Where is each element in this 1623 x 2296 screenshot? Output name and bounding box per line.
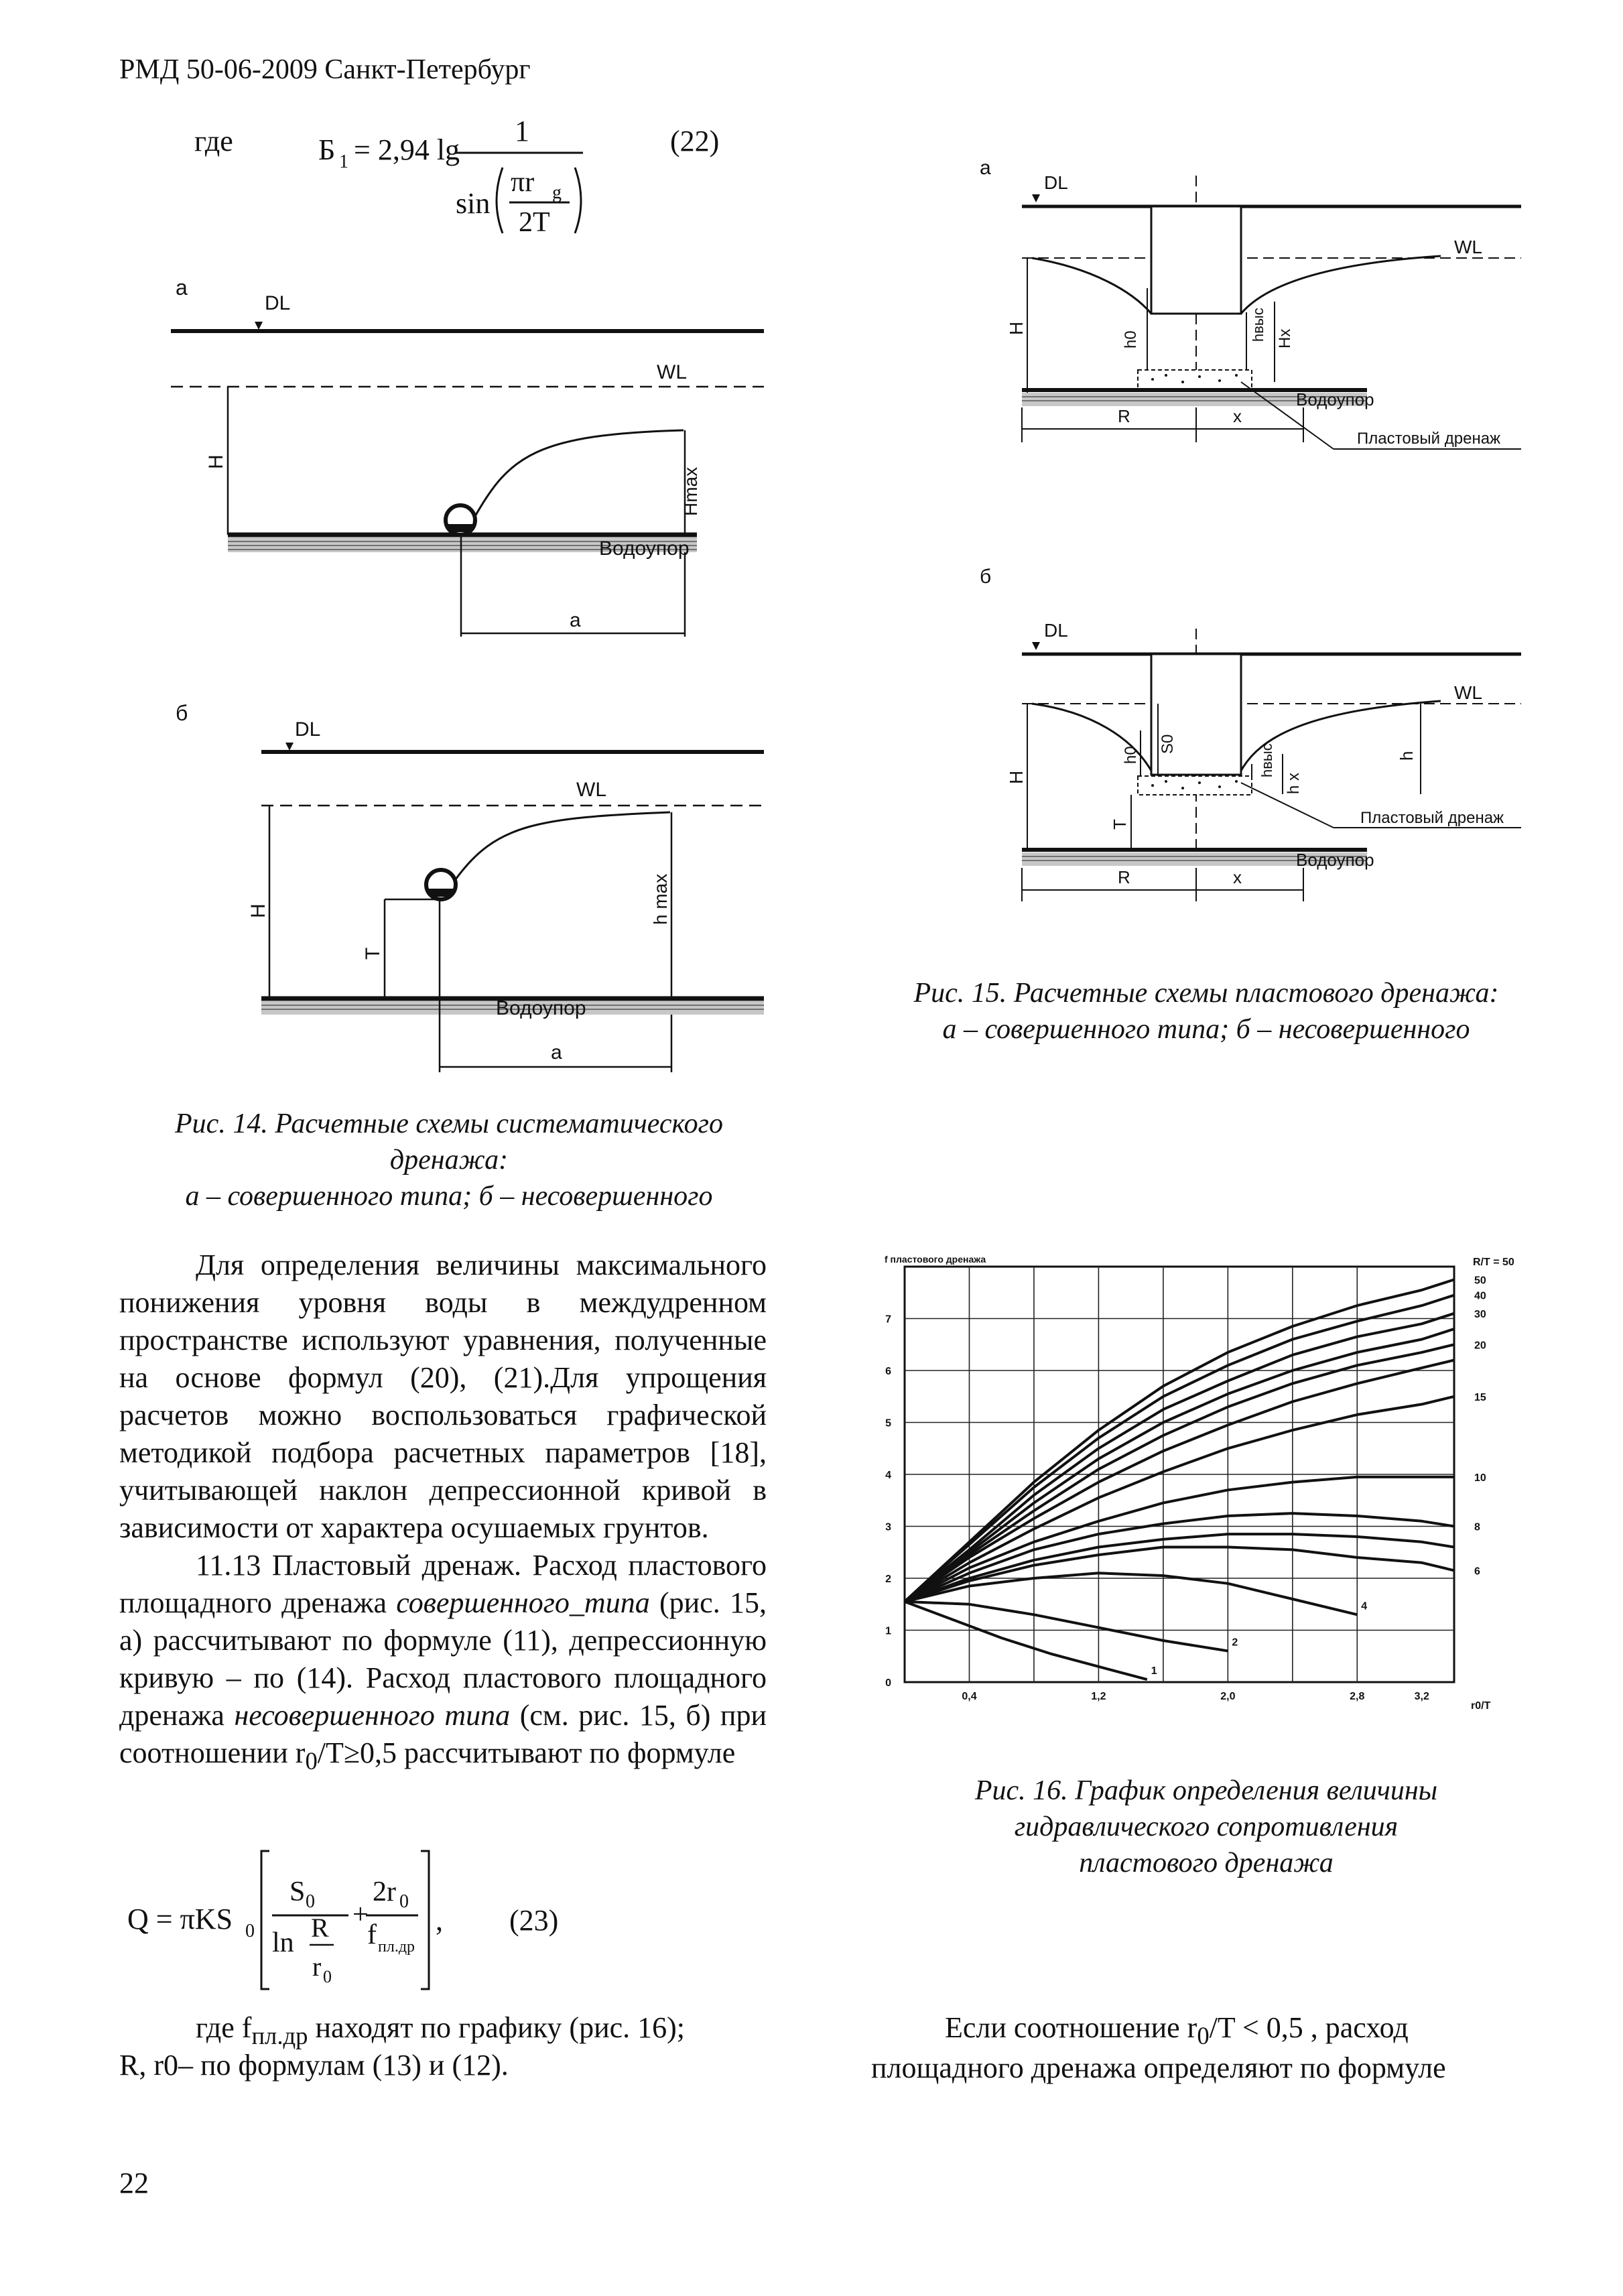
- chart-series-label: 4: [1361, 1600, 1368, 1612]
- page-number: 22: [119, 2167, 149, 2199]
- fig14b-dl-marker: [285, 743, 294, 751]
- right-sub: 0: [1197, 2021, 1210, 2049]
- f23-2r-sub: 0: [399, 1891, 409, 1912]
- fig15b-x-label: x: [1233, 867, 1242, 887]
- fig16-caption-line1: Рис. 16. График определения величины: [974, 1775, 1438, 1806]
- fig15a-dl-label: DL: [1044, 172, 1068, 193]
- fig15b-drain-label: Пластовый дренаж: [1360, 809, 1504, 827]
- p2-text-b: (рис. 15, а) рассчитывают по формуле (11), депрессионную кривую – по (14). Расход пластового площадного дренажа: [119, 1586, 767, 1732]
- fig15b-hvys-label: hвыс: [1258, 743, 1275, 777]
- chart-grid: [905, 1267, 1454, 1682]
- fig14-caption-line1: Рис. 14. Расчетные схемы систематического: [175, 1108, 723, 1139]
- fig15a-r-label: R: [1118, 406, 1130, 426]
- f23-r0: r: [312, 1952, 322, 1982]
- fig14-caption-line2: дренажа:: [389, 1145, 509, 1175]
- chart-ytick: 5: [885, 1417, 891, 1429]
- f23-comma: ,: [436, 1904, 443, 1937]
- fig14a-vodoupor-label: Водоупор: [599, 537, 690, 560]
- p2-italic-2: несовершенного типа: [234, 1699, 511, 1732]
- chart-ytick: 1: [885, 1625, 891, 1637]
- fig14b-t-label: T: [362, 947, 384, 960]
- fig14a-dl-label: DL: [265, 292, 291, 314]
- formula-num: 1: [515, 115, 529, 147]
- fig14-caption-line3: а – совершенного типа; б – несовершенного: [185, 1181, 713, 1212]
- f23-number: (23): [509, 1904, 559, 1937]
- formula-sin: sin: [456, 187, 491, 220]
- fig16-chart: [864, 1247, 1541, 1756]
- p2-text-a: 11.13 Пластовый дренаж. Расход пластового площадного дренажа: [119, 1549, 767, 1619]
- fig15a-hvys-label: hвыс: [1250, 308, 1267, 342]
- chart-title: f пластового дренажа: [885, 1254, 986, 1265]
- fig15b-panel-label: б: [980, 566, 992, 588]
- fig15a-h0-label: h0: [1122, 330, 1140, 348]
- fig15a-drain-layer: [1138, 370, 1252, 389]
- fig14a-dl-marker: [255, 322, 263, 330]
- chart-legend-header: R/T = 50: [1473, 1257, 1514, 1268]
- fig15b-h-label: H: [1006, 770, 1027, 784]
- page-header: РМД 50-06-2009 Санкт-Петербург: [119, 54, 531, 85]
- fig15a-hx-label: Hx: [1276, 328, 1294, 348]
- right-a: Если соотношение r: [945, 2011, 1197, 2044]
- f23-f-sub: пл.др: [378, 1938, 415, 1956]
- fig15a-drain-label: Пластовый дренаж: [1357, 430, 1501, 448]
- fig15-caption-line1: Рис. 15. Расчетные схемы пластового дренажа:: [913, 978, 1499, 1009]
- fig14b-panel-label: б: [176, 701, 188, 725]
- f23-plus: +: [352, 1899, 369, 1930]
- body-left-text: [119, 1247, 767, 1780]
- chart-xtick: 2,0: [1220, 1691, 1236, 1702]
- body-right-line2: площадного дренажа определяют по формуле: [871, 2051, 1446, 2084]
- fig14b-wl-label: WL: [576, 779, 606, 801]
- chart-xtick: 2,8: [1350, 1691, 1365, 1702]
- after23-sub: пл.др: [251, 2021, 308, 2049]
- f23-q: Q = πKS: [127, 1903, 233, 1935]
- fig14a-depression-curve: [474, 430, 684, 517]
- chart-xtick: 3,2: [1414, 1691, 1429, 1702]
- fig14a-h-label: H: [205, 454, 227, 469]
- paragraph-1: Для определения величины максимального понижения уровня воды в междудренном пространстве используют уравнения, полученные на основе формул (20), (21).Для упрощения расчетов можно воспользоваться графической методикой подбора расчетных параметров [18], учитывающей наклон депрессионной кривой в зависимости от характера осушаемых грунтов.: [119, 1249, 767, 1544]
- p2-text-d: /T≥0,5 рассчитывают по формуле: [317, 1736, 736, 1769]
- fig14-caption: [134, 1106, 764, 1214]
- chart-series-label: 30: [1474, 1308, 1486, 1320]
- formula-pi-r-sub: g: [552, 182, 562, 203]
- fig15-a-diagram: [965, 154, 1521, 476]
- fig14b-a-label: a: [551, 1041, 562, 1064]
- fig15b-hsmall-label: h: [1397, 751, 1417, 761]
- fig14a-wl-label: WL: [657, 361, 687, 383]
- chart-ytick: 4: [885, 1470, 891, 1481]
- formula-gde: где: [194, 125, 233, 157]
- chart-ytick: 0: [885, 1677, 891, 1689]
- formula-number-22: (22): [670, 125, 720, 157]
- fig15a-h-label: H: [1006, 321, 1027, 335]
- fig14a-hmax-label: Hmax: [680, 466, 701, 516]
- fig15b-h0-label: h0: [1122, 746, 1140, 764]
- after23-line2: R, r0– по формулам (13) и (12).: [119, 2049, 509, 2082]
- formula-22: [188, 114, 764, 288]
- fig14b-hmax-label: h max: [650, 873, 671, 925]
- fig15a-vodoupor-label: Водоупор: [1296, 389, 1374, 409]
- fig15b-vodoupor-label: Водоупор: [1296, 850, 1374, 870]
- f23-f: f: [367, 1919, 377, 1950]
- fig16-caption-line3: пластового дренажа: [1079, 1848, 1334, 1878]
- fig15b-hx-label: h x: [1285, 772, 1303, 794]
- chart-ticks: [885, 1314, 1429, 1703]
- f23-r0-sub: 0: [323, 1967, 332, 1986]
- chart-ytick: 6: [885, 1366, 891, 1377]
- fig15-caption-line2: а – совершенного типа; б – несовершенного: [942, 1014, 1470, 1045]
- formula-lhs: Б: [318, 133, 336, 166]
- fig16-caption-line2: гидравлического сопротивления: [1014, 1811, 1399, 1842]
- after23-a: где f: [196, 2011, 252, 2044]
- f23-s0: S: [289, 1876, 306, 1907]
- chart-ytick: 2: [885, 1574, 891, 1585]
- fig15b-drain-layer: [1138, 776, 1252, 795]
- after23-b: находят по графику (рис. 16);: [308, 2011, 686, 2044]
- fig16-caption: [851, 1773, 1561, 1881]
- fig15b-dl-label: DL: [1044, 620, 1068, 641]
- fig14-a-diagram: [161, 275, 777, 650]
- chart-series-label: 20: [1474, 1340, 1486, 1352]
- fig15a-x-label: x: [1233, 406, 1242, 426]
- fig15a-building: [1151, 206, 1241, 314]
- chart-series: [905, 1275, 1486, 1679]
- fig15a-wl-label: WL: [1454, 237, 1482, 257]
- f23-s0-sub: 0: [306, 1891, 315, 1912]
- fig15b-wl-label: WL: [1454, 682, 1482, 703]
- fig15a-panel-label: а: [980, 157, 991, 179]
- chart-series-line: [905, 1344, 1454, 1602]
- formula-23: [121, 1836, 764, 2011]
- chart-series-label: 2: [1232, 1637, 1238, 1649]
- f23-2r: 2r: [373, 1876, 396, 1907]
- chart-series-label: 10: [1474, 1472, 1486, 1484]
- chart-series-label: 50: [1474, 1275, 1486, 1287]
- chart-xtick: 0,4: [962, 1691, 977, 1702]
- p2-italic-1: совершенного_типа: [396, 1586, 650, 1619]
- chart-xlabel: r0/T: [1471, 1700, 1491, 1712]
- paragraph-2: [119, 1547, 767, 1780]
- fig15-b-diagram: [965, 563, 1521, 938]
- formula-eq: = 2,94 lg: [354, 133, 460, 166]
- chart-series-line: [905, 1602, 1228, 1651]
- chart-series-label: 1: [1151, 1665, 1157, 1677]
- chart-ytick: 7: [885, 1314, 891, 1326]
- chart-ytick: 3: [885, 1521, 891, 1533]
- formula-lhs-sub: 1: [339, 151, 348, 172]
- p2-sub: 0: [305, 1746, 318, 1775]
- chart-series-label: 15: [1474, 1391, 1486, 1403]
- formula-pi-r: πr: [511, 167, 535, 198]
- body-right-line1: [871, 2009, 1528, 2055]
- fig15b-r-label: R: [1118, 867, 1130, 887]
- f23-ln: ln: [272, 1927, 294, 1958]
- p2-text-c: (см. рис. 15, б) при соотношении r: [119, 1699, 767, 1769]
- fig15b-building: [1151, 654, 1241, 775]
- fig15b-s0-label: S0: [1159, 734, 1177, 754]
- fig14b-vodoupor-label: Водоупор: [496, 997, 586, 1019]
- chart-series-line: [905, 1295, 1454, 1602]
- fig14b-h-label: H: [247, 903, 269, 918]
- chart-series-label: 6: [1474, 1566, 1480, 1578]
- fig14b-depression-curve: [456, 812, 670, 879]
- fig15-caption: [851, 975, 1561, 1047]
- chart-series-label: 40: [1474, 1290, 1486, 1302]
- fig15b-t-label: T: [1110, 819, 1130, 830]
- f23-q-sub: 0: [245, 1921, 255, 1941]
- fig14-b-diagram: [161, 697, 777, 1072]
- f23-r: R: [311, 1913, 329, 1943]
- fig14a-a-label: a: [570, 609, 581, 631]
- right-b: /T < 0,5 , расход: [1209, 2011, 1409, 2044]
- chart-series-label: 8: [1474, 1521, 1480, 1533]
- chart-xtick: 1,2: [1091, 1691, 1106, 1702]
- fig14b-dl-label: DL: [295, 718, 321, 741]
- formula-2t: 2T: [519, 207, 550, 238]
- fig14a-panel-label: а: [176, 275, 188, 300]
